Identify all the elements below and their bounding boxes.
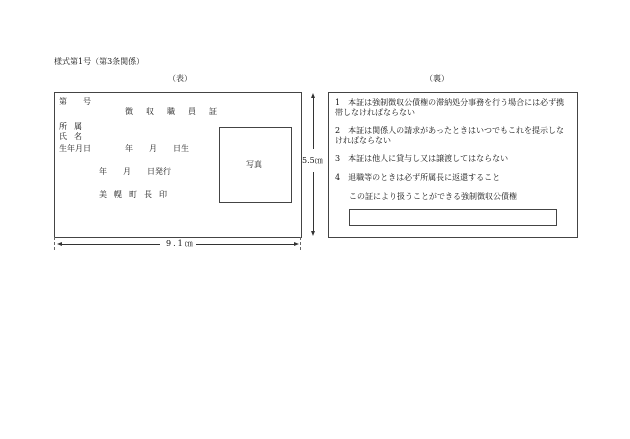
back-item-text: 本証は強制徴収公債権の滞納処分事務を行う場合には必ず携帯しなければならない: [335, 98, 565, 117]
width-dim-line-right: [196, 244, 294, 245]
back-item-text: 退職等のときは必ず所属長に返還すること: [348, 173, 501, 182]
back-item-1: [335, 98, 571, 118]
back-item-4: [335, 173, 571, 183]
scope-label: この証により扱うことができる強制徴収公債権: [349, 192, 517, 201]
number-label: 第 号: [59, 97, 91, 106]
back-item-text: 本証は関係人の請求があったときはいつでもこれを提示しなければならない: [335, 126, 565, 145]
back-card: [328, 92, 578, 238]
birthdate-label: 生年月日: [59, 144, 91, 153]
width-dim-label: 9.1㎝: [166, 239, 195, 248]
height-dim-arrow-down: [311, 231, 315, 236]
height-dim-label: 5.5㎝: [302, 156, 323, 165]
card-title: 徴収職員証: [125, 107, 230, 116]
width-dim-line-left: [62, 244, 160, 245]
width-dim-tick-left: [54, 237, 55, 250]
width-dim-arrow-left: [57, 242, 62, 246]
name-label: 氏名: [59, 132, 89, 141]
issue-date: 年 月 日発行: [99, 167, 171, 176]
back-item-num: 1: [335, 98, 341, 107]
back-item-num: 3: [335, 154, 341, 163]
height-dim-line-bottom: [313, 172, 314, 231]
affiliation-label: 所属: [59, 122, 89, 131]
back-item-num: 2: [335, 126, 341, 135]
form-title: 様式第1号（第3条関係）: [54, 57, 145, 66]
birthdate-value: 年 月 日生: [125, 144, 189, 153]
back-item-3: [335, 154, 571, 164]
back-item-text: 本証は他人に貸与し又は譲渡してはならない: [348, 154, 509, 163]
height-dim-arrow-up: [311, 93, 315, 98]
front-label: （表）: [168, 74, 192, 83]
front-card: [54, 92, 302, 238]
scope-field: [349, 209, 557, 226]
back-item-2: [335, 126, 571, 146]
photo-label: 写真: [246, 160, 262, 169]
back-item-num: 4: [335, 173, 341, 182]
width-dim-arrow-right: [294, 242, 299, 246]
back-label: （裏）: [425, 74, 449, 83]
photo-box: [219, 127, 292, 203]
width-dim-tick-right: [300, 237, 301, 250]
height-dim-line-top: [313, 97, 314, 149]
issuer: 美幌町長印: [99, 190, 174, 199]
